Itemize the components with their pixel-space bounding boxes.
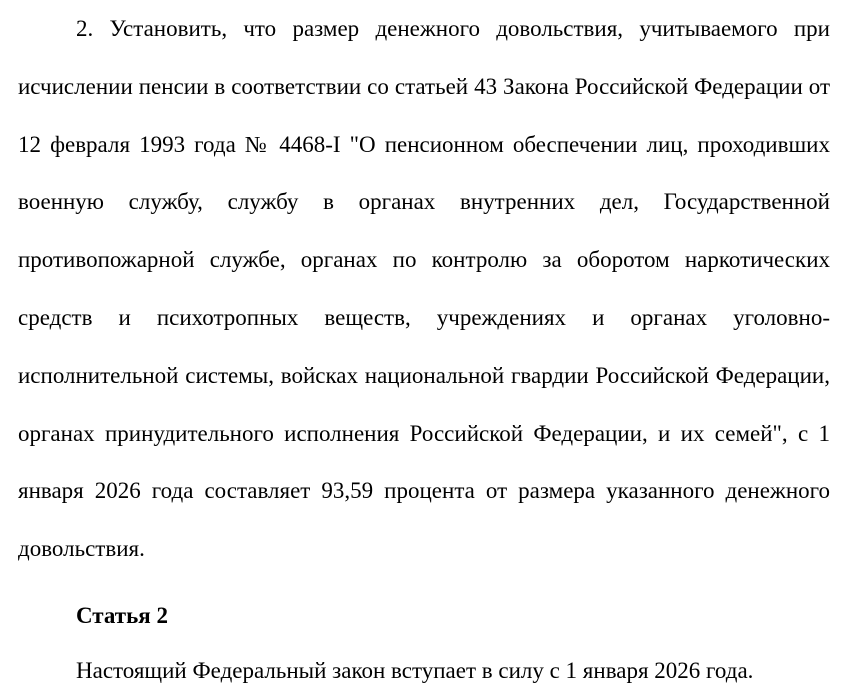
paragraph-pension-allowance: 2. Установить, что размер денежного довольствия, учитываемого при исчислении пенсии в соответствии со статьей 43 Закона Российской Федерации от 12 февраля 1993 года № 4468-I "О пенсионном обеспечении лиц, проходивших военную службу, службу в органах внутренних дел, Государственной противопожарной службе, органах по контролю за оборотом наркотических средств и психотропных веществ, учреждениях и органах уголовно-исполнительной системы, войсках национальной гвардии Российской Федерации, органах принудительного исполнения Российской Федерации, и их семей", с 1 января 2026 года составляет 93,59 процента от размера указанного денежного довольствия. [18,16,830,562]
paragraph-entry-into-force: Настоящий Федеральный закон вступает в силу с 1 января 2026 года. [76,657,754,683]
article-heading: Статья 2 [76,602,168,628]
document-page [18,0,830,691]
